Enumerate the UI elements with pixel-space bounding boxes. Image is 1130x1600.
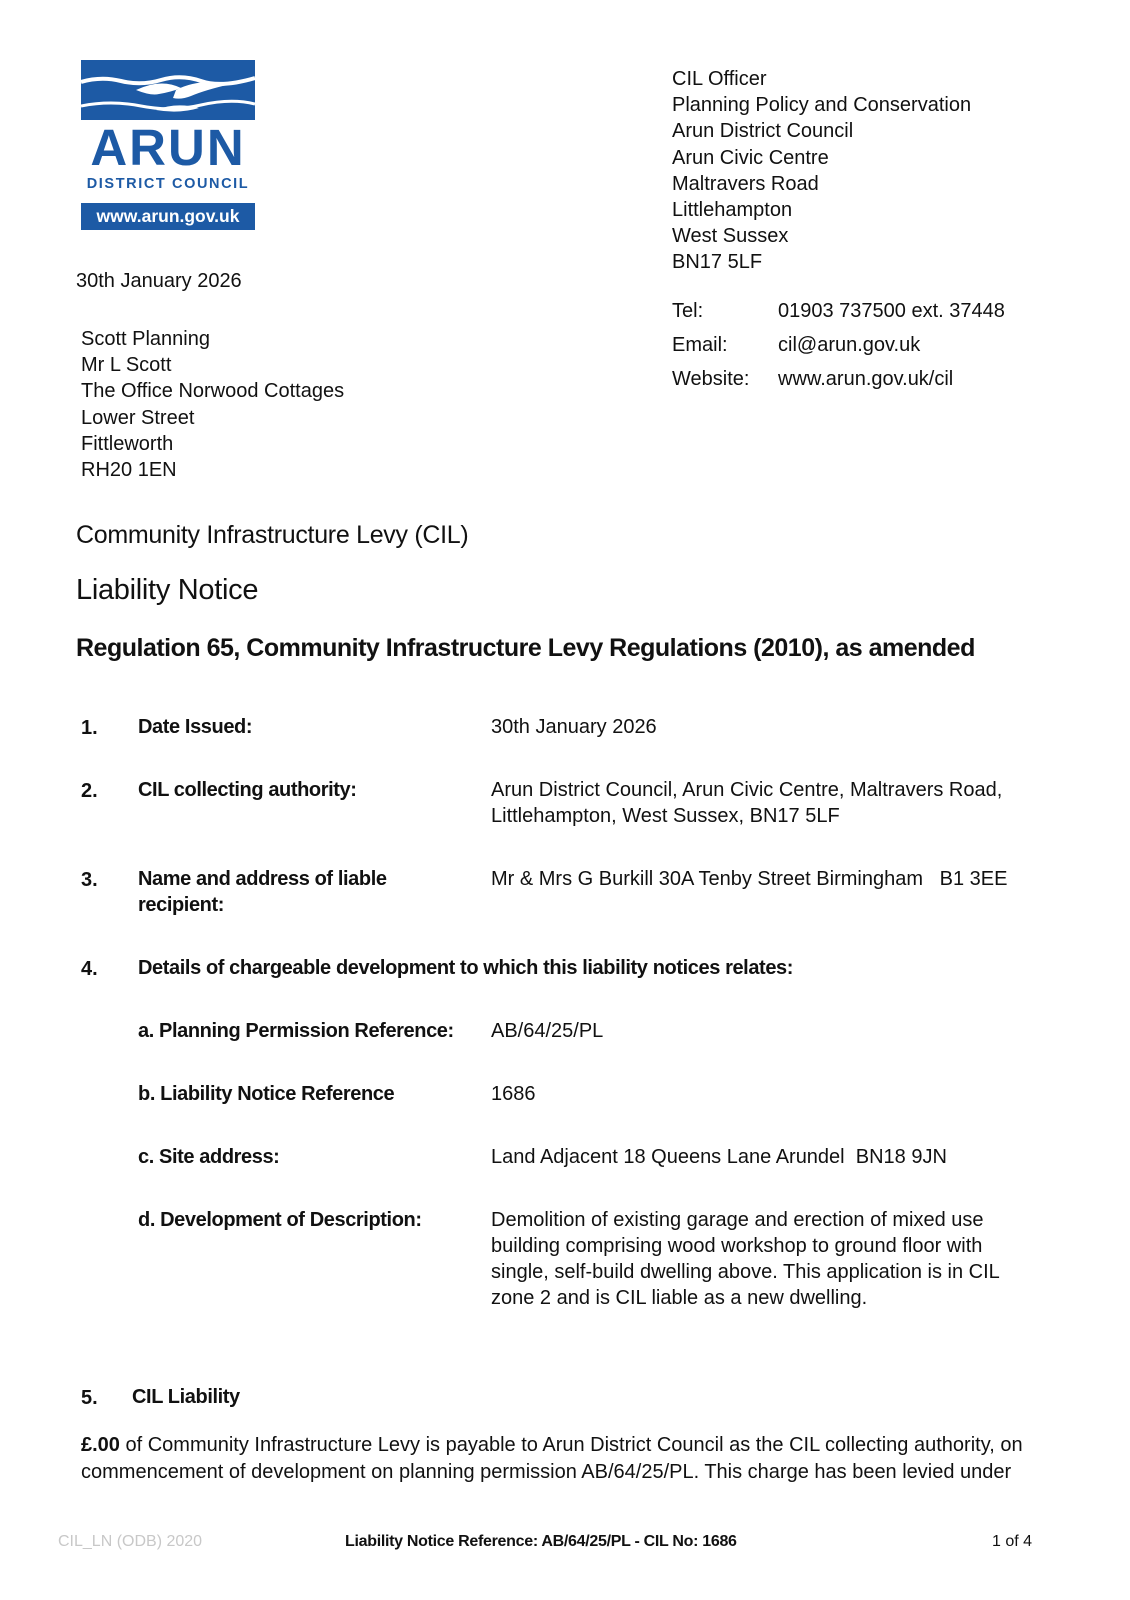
recipient-line: Fittleworth [81,432,174,455]
liability-amount: £.00 [81,1434,120,1456]
item-4-number: 4. [81,958,98,980]
sender-line: West Sussex [672,225,789,248]
svg-text:www.arun.gov.uk: www.arun.gov.uk [96,206,240,226]
development-description-value: Demolition of existing garage and erection of mixed use building comprising wood workshop to ground floor with single, self-build dwelling above. This application is in CIL zone 2 and is CIL liable as a new dwelling. [491,1209,1000,1309]
sender-line: Arun Civic Centre [672,146,829,169]
footer-reference: Liability Notice Reference: AB/64/25/PL - CIL No: 1686 [345,1533,737,1550]
letter-date: 30th January 2026 [76,270,242,292]
tel-row [672,298,1005,332]
website-label: Website: [672,368,750,390]
council-logo-icon [81,60,255,235]
sender-line: Planning Policy and Conservation [672,94,972,117]
tel-value: 01903 737500 ext. 37448 [778,300,1005,322]
heading-regulation: Regulation 65, Community Infrastructure Levy Regulations (2010), as amended [76,634,975,662]
liability-notice-ref-value: 1686 [491,1083,536,1105]
form-reference: CIL_LN (ODB) 2020 [58,1533,203,1550]
page-number: 1 of 4 [992,1533,1033,1550]
cil-liability-label: CIL Liability [132,1386,240,1408]
site-address-label: c. Site address: [138,1146,280,1168]
recipient-line: Lower Street [81,406,195,429]
sender-line: Maltravers Road [672,172,819,195]
collecting-authority-value: Arun District Council, Arun Civic Centre, Maltravers Road, Littlehampton, West Sussex, BN17 5LF [491,779,1003,827]
svg-text:ARUN: ARUN [90,119,246,176]
email-row [672,332,1005,366]
sender-line: BN17 5LF [672,251,763,274]
liability-paragraph [81,1432,1081,1485]
planning-permission-label: a. Planning Permission Reference: [138,1020,454,1042]
item-1-label: Date Issued: [138,716,253,738]
svg-text:DISTRICT COUNCIL: DISTRICT COUNCIL [86,176,250,192]
website-value[interactable]: www.arun.gov.uk/cil [778,368,954,390]
item-1-number: 1. [81,717,98,739]
sender-line: Arun District Council [672,120,854,143]
item-4-label: Details of chargeable development to which this liability notices relates: [138,957,794,979]
recipient-line: Mr L Scott [81,354,172,377]
item-3-number: 3. [81,869,98,891]
email-value[interactable]: cil@arun.gov.uk [778,334,921,356]
item-2-number: 2. [81,780,98,802]
item-5-number: 5. [81,1387,98,1409]
liability-text: of Community Infrastructure Levy is payable to Arun District Council as the CIL collecting authority, on commencement of development on planning permission AB/64/25/PL. This charge has been levied under [81,1434,1023,1483]
recipient-line: RH20 1EN [81,459,177,482]
heading-liability-notice: Liability Notice [76,574,259,606]
recipient-line: The Office Norwood Cottages [81,380,345,403]
liability-notice-ref-label: b. Liability Notice Reference [138,1083,395,1105]
contact-details [672,298,1005,400]
planning-permission-value: AB/64/25/PL [491,1020,604,1042]
item-2-label: CIL collecting authority: [138,779,357,801]
website-row [672,366,1005,400]
heading-cil: Community Infrastructure Levy (CIL) [76,521,469,549]
date-issued-value: 30th January 2026 [491,716,657,738]
recipient-line: Scott Planning [81,328,210,350]
tel-label: Tel: [672,300,704,322]
email-label: Email: [672,334,728,356]
recipient-address [81,326,344,483]
site-address-value: Land Adjacent 18 Queens Lane Arundel BN18 9JN [491,1146,947,1168]
sender-line: CIL Officer [672,68,767,90]
liable-recipient-value: Mr & Mrs G Burkill 30A Tenby Street Birmingham B1 3EE [491,868,1008,890]
arun-logo [81,60,255,235]
sender-address [672,66,971,276]
development-description-label: d. Development of Description: [138,1209,422,1231]
sender-line: Littlehampton [672,199,793,222]
item-3-label: Name and address of liable recipient: [138,868,387,916]
